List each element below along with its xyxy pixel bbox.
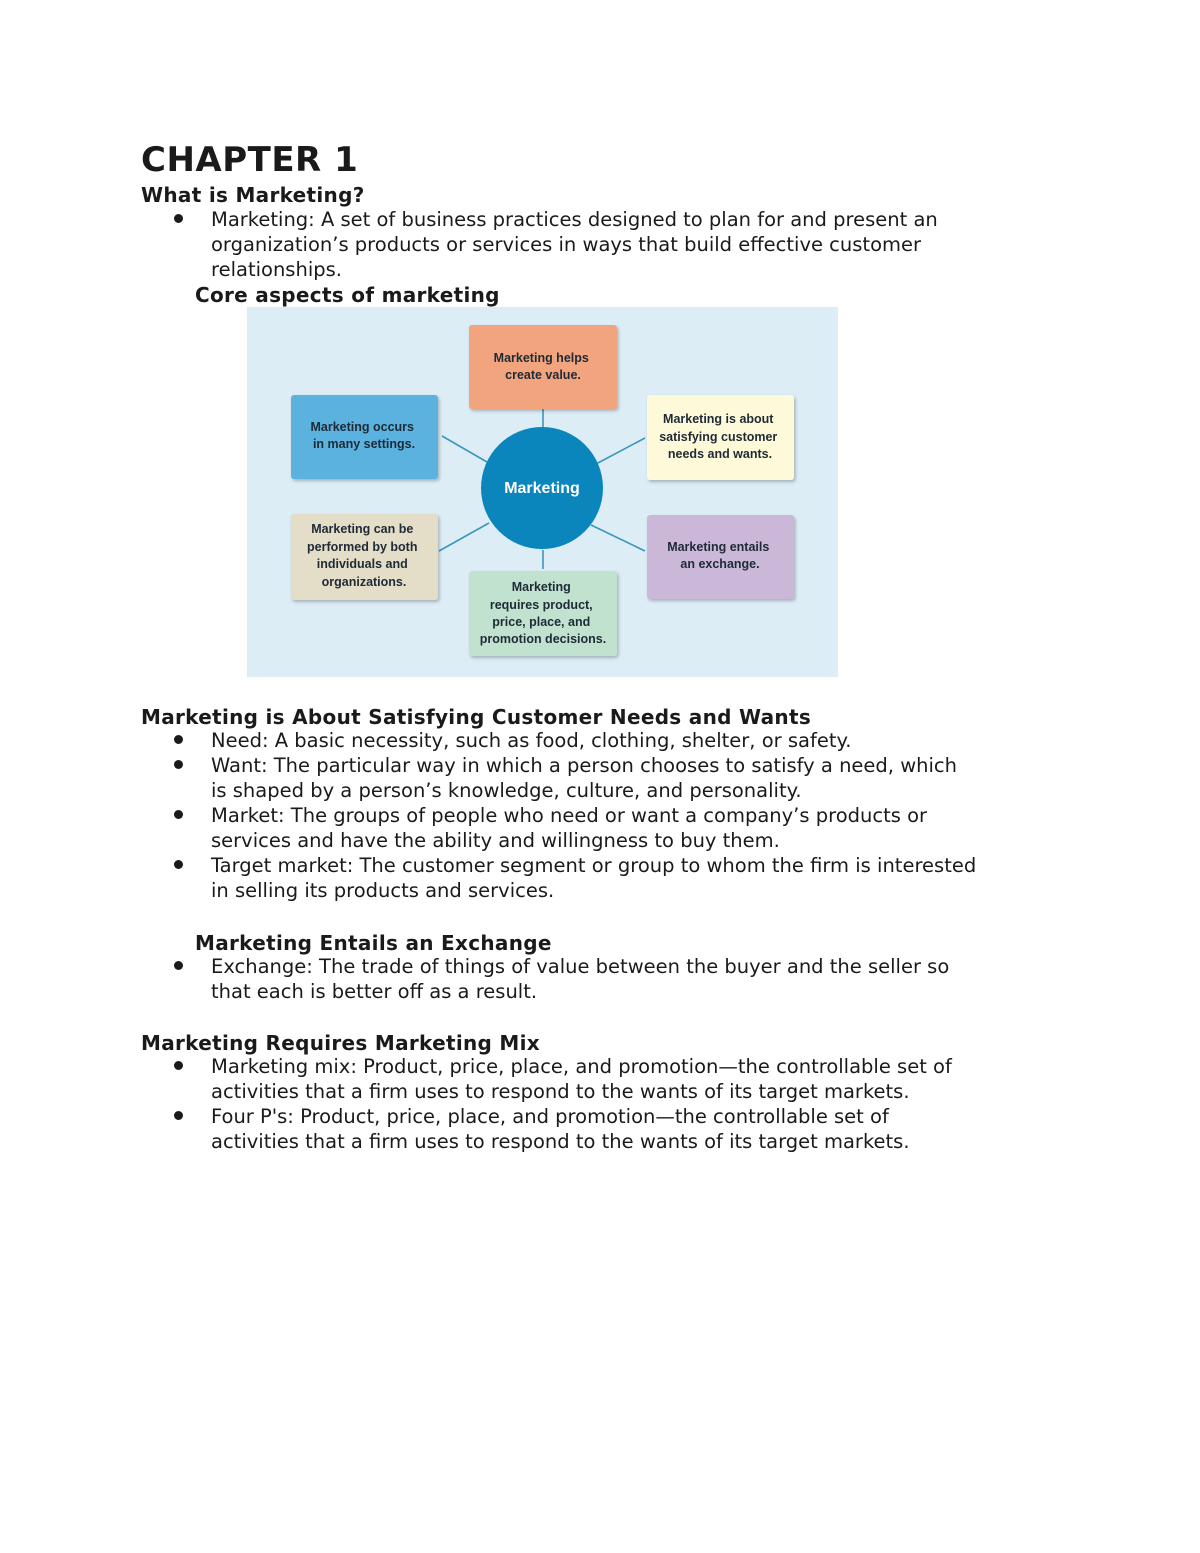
box-top-right-label: Marketing is about satisfying customer needs and wants.: [659, 412, 778, 461]
bullet-dot: [174, 214, 183, 223]
bullet-dot: [174, 961, 183, 970]
box-bottom-left-label: Marketing can be performed by both individuals and organizations.: [307, 522, 418, 589]
item-line: Exchange: The trade of things of value between the buyer and the seller so: [211, 955, 950, 978]
item-line: in selling its products and services.: [211, 879, 555, 902]
box-top: [469, 325, 617, 409]
bullet-dot: [174, 1111, 183, 1120]
item-line: Target market: The customer segment or group to whom the firm is interested: [211, 854, 977, 877]
heading-marketing-mix: Marketing Requires Marketing Mix: [141, 1031, 540, 1055]
bullet-dot: [174, 1061, 183, 1070]
list-item-marketing-definition: [211, 207, 1091, 282]
list-item-marketing-mix: [211, 1054, 1091, 1104]
center-label: Marketing: [504, 480, 580, 497]
list-item-need: [211, 728, 1091, 753]
item-line: relationships.: [211, 258, 342, 281]
heading-what-is-marketing: What is Marketing?: [141, 183, 365, 207]
item-line: Want: The particular way in which a person chooses to satisfy a need, which: [211, 754, 957, 777]
item-line: Market: The groups of people who need or want a company’s products or: [211, 804, 928, 827]
item-line: services and have the ability and willingness to buy them.: [211, 829, 780, 852]
bullet-dot: [174, 735, 183, 744]
box-bottom-label: Marketing requires product, price, place, and promotion decisions.: [479, 580, 607, 646]
chapter-title: CHAPTER 1: [141, 140, 359, 180]
bullet-dot: [174, 760, 183, 769]
item-line: organization’s products or services in ways that build effective customer: [211, 233, 922, 256]
bullet-dot: [174, 860, 183, 869]
list-item-target-market: [211, 853, 1091, 903]
diagram-svg: [247, 307, 838, 677]
list-item-want: [211, 753, 1091, 803]
list-item-four-ps: [211, 1104, 1091, 1154]
list-item-market: [211, 803, 1091, 853]
item-line: Marketing mix: Product, price, place, and promotion—the controllable set of: [211, 1055, 952, 1078]
item-line: Marketing: A set of business practices designed to plan for and present an: [211, 208, 938, 231]
core-aspects-diagram: [247, 307, 838, 677]
item-line: Four P's: Product, price, place, and promotion—the controllable set of: [211, 1105, 889, 1128]
box-top-left-label: Marketing occurs in many settings.: [310, 420, 416, 451]
item-line: Need: A basic necessity, such as food, clothing, shelter, or safety.: [211, 729, 852, 752]
diagram-caption: Core aspects of marketing: [195, 283, 500, 307]
item-line: is shaped by a person’s knowledge, culture, and personality.: [211, 779, 802, 802]
item-line: that each is better off as a result.: [211, 980, 538, 1003]
heading-needs-and-wants: Marketing is About Satisfying Customer Needs and Wants: [141, 705, 812, 729]
item-line: activities that a firm uses to respond to the wants of its target markets.: [211, 1080, 910, 1103]
item-line: activities that a firm uses to respond to the wants of its target markets.: [211, 1130, 910, 1153]
list-item-exchange: [211, 954, 1091, 1004]
heading-exchange: Marketing Entails an Exchange: [195, 931, 552, 955]
box-bottom-right-label: Marketing entails an exchange.: [667, 540, 770, 571]
bullet-dot: [174, 810, 183, 819]
box-top-label: Marketing helps create value.: [493, 351, 589, 382]
